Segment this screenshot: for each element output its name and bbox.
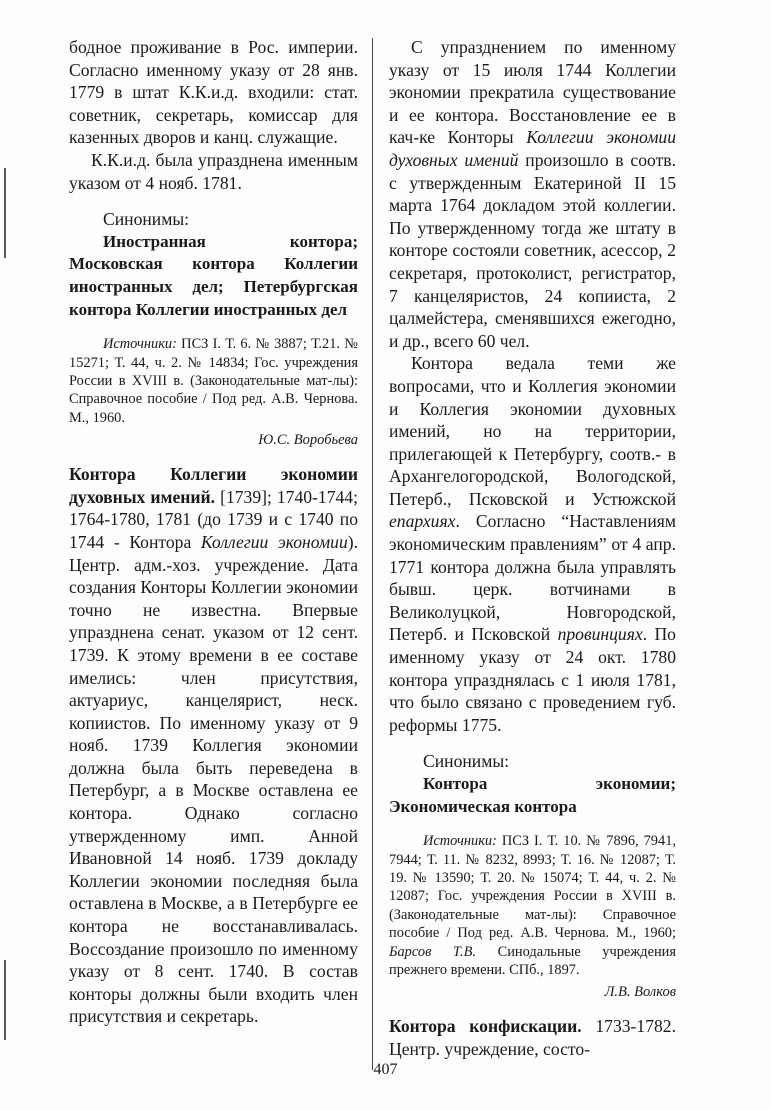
synonyms-label: Синонимы: xyxy=(423,751,510,772)
sources-label: Источники: xyxy=(103,336,177,353)
right-paragraph-2 xyxy=(389,352,676,736)
sources-text: ПСЗ I. Т. 6. № 3887; Т.21. № 15271; Т. 44, ч. 2. № 14834; Гос. учреждения России в XVIII в. (Законодательные мат-лы): Справочное пособие / Под ред. А.В. Чернова. М., 1960. xyxy=(69,336,358,426)
p1-text-italic: Коллегии экономии духовных имений xyxy=(389,127,677,170)
entry-paragraph xyxy=(389,1015,676,1060)
right-paragraph-1 xyxy=(389,36,676,352)
p2-text-italic-1: епархиях xyxy=(389,511,456,532)
sources-block xyxy=(389,832,676,979)
p1-text-a: С упразднением по именному указу от 15 июля 1744 Коллегии экономии прекратила существование и ее контора. Восстановление ее в кач-ке Конторы xyxy=(389,37,676,148)
right-column xyxy=(389,36,676,1061)
p2-text-c: . По именному указу от 24 окт. 1780 контора упразднялась с 1 июля 1781, что было связано с проведением губ. реформы 1775. xyxy=(389,624,676,735)
synonyms-label: Синонимы: xyxy=(103,209,190,230)
left-column xyxy=(69,36,358,1028)
entry-paragraph xyxy=(69,463,358,1028)
p2-text-b: . Согласно “Наставлениям экономическим правлениям” от 4 апр. 1771 контора должна была управлять бывш. церк. вотчинами в Великолуцкой, Новгородской, Петерб. и Псковской xyxy=(389,511,676,645)
entry-dates-italic: Коллегии экономии xyxy=(200,531,348,552)
sources-text-a: ПСЗ I. Т. 10. № 7896, 7941, 7944; Т. 11. № 8232, 8993; Т. 16. № 12087; Т. 19. № 13590; Т. 20. № 15074; Т. 44, ч. 2. № 12087; Гос. учреждения России в XVIII в.(Законодательные мат-лы): Справочное пособие / Под ред. А.В. Чернова. М., 1960; xyxy=(389,833,676,942)
synonyms-terms: Иностранная контора; Московская контора Коллегии иностранных дел; Петербургская контора Коллегии иностранных дел xyxy=(69,231,358,319)
scan-edge-mark-bottom xyxy=(4,960,6,1040)
entry-title: Контора конфискации. xyxy=(389,1016,582,1037)
author-signature: Л.В. Волков xyxy=(604,984,676,1001)
p2-text-a: Контора ведала теми же вопросами, что и Коллегия экономии и Коллегия экономии духовных имений, но на территории, прилегающей к Петербургу, соотв.- в Архангелогородской, Вологодской, Петерб., Псковской и Устюжской xyxy=(389,353,676,509)
continuation-paragraph: бодное проживание в Рос. империи. Согласно именному указу от 28 янв. 1779 в штат К.К.и.д. входили: стат. советник, секретарь, комиссар для казенных дворов и канц. служащие. xyxy=(69,37,358,148)
synonyms-terms: Контора экономии; Экономическая контора xyxy=(389,774,676,816)
p1-text-b: произошло в соотв. с утвержденным Екатериной II 15 марта 1764 докладом этой коллегии. По утвержденному тогда же штату в конторе состояли советник, асессор, 2 секретаря, протоколист, регистратор, 7 канцеляристов, 24 копииста, 2 цалмейстера, сменявшихся ежегодно, и др., всего 60 чел. xyxy=(389,149,676,351)
abolition-paragraph: К.К.и.д. была упразднена именным указом от 4 нояб. 1781. xyxy=(69,149,358,193)
page-number: 407 xyxy=(373,1061,398,1078)
sources-text-italic: Барсов Т.В. xyxy=(389,943,477,960)
p2-text-italic-2: провинциях xyxy=(557,624,643,645)
entry-dates: [1739]; 1740-1744; 1764-1780, 1781 (до 1739 и с 1740 по 1744 - Контора xyxy=(69,486,358,552)
sources-block xyxy=(69,335,358,427)
entry-title: Контора Коллегии экономии духовных имений. xyxy=(69,464,358,507)
sources-label: Источники: xyxy=(423,833,497,850)
author-signature: Ю.С. Воробьева xyxy=(258,432,358,449)
column-divider xyxy=(372,38,373,1070)
scan-edge-mark-top xyxy=(4,168,6,258)
entry-text: 1733-1782. Центр. учреждение, состо- xyxy=(389,1016,676,1060)
sources-text-b: Синодальные учреждения прежнего времени. СПб., 1897. xyxy=(389,943,676,979)
entry-body: ). Центр. адм.-хоз. учреждение. Дата создания Конторы Коллегии экономии точно не известна. Впервые упразднена сенат. указом от 12 сент. 1739. К этому времени в ее составе имелись: член присутствия, актуариус, канцелярист, неск. копиистов. По именному указу от 9 нояб. 1739 Коллегия экономии должна была быть переведена в Петербург, а в Москве оставлена ее контора. Однако согласно утвержденному имп. Анной Ивановной 14 нояб. 1739 докладу Коллегии экономии последняя была оставлена в Москве, а в Петербурге ее контора не восстанавливалась. Воссоздание произошло по именному указу от 8 сент. 1740. В состав конторы должны были входить член присутствия и секретарь. xyxy=(69,531,359,1027)
